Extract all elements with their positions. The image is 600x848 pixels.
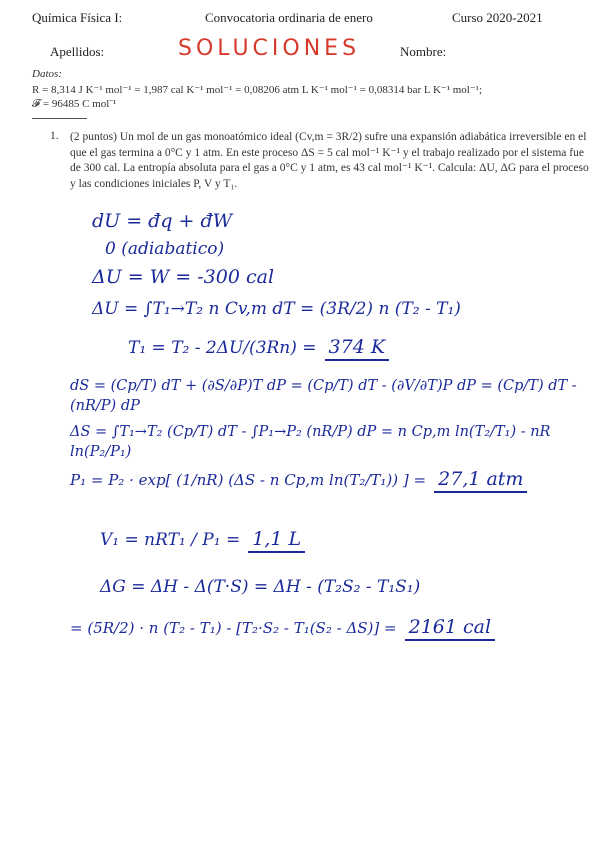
solution-row-delta-g <box>70 616 590 641</box>
data-constant-faraday: 𝓕 = 96485 C mol⁻¹ <box>32 98 117 110</box>
solution-line-6: dS = (Cp/T) dT + (∂S/∂P)T dP = (Cp/T) dT - (∂V/∂T)P dP = (Cp/T) dT - (nR/P) dP <box>70 378 577 414</box>
solution-line-9: V₁ = nRT₁ / P₁ = <box>100 530 241 550</box>
solution-line-7: ΔS = ∫T₁→T₂ (Cp/T) dT - ∫P₁→P₂ (nR/P) dP = n Cp,m ln(T₂/T₁) - nR ln(P₂/P₁) <box>70 424 551 460</box>
divider <box>32 118 87 119</box>
surname-value: SOLUCIONES <box>178 36 361 61</box>
question-text: (2 puntos) Un mol de un gas monoatómico ideal (Cv,m = 3R/2) sufre una expansión adiabática irreversible en el que el gas termina a 0°C y 1 atm. En este proceso ΔS = 5 cal mol⁻¹ K⁻¹ y el trabajo realizado por el sistema fue de 300 cal. La entropía absoluta para el gas a 0°C y 1 atm, es 43 cal mol⁻¹ K⁻¹. Calcula: ΔU, ΔG para el proceso y las condiciones iniciales P, V y T₁. <box>70 131 589 190</box>
solution-line-11: = (5R/2) · n (T₂ - T₁) - [T₂·S₂ - T₁(S₂ - ΔS)] = <box>70 619 397 637</box>
exam-title: Convocatoria ordinaria de enero <box>205 10 373 25</box>
result-delta-g: 2161 cal <box>405 616 495 641</box>
name-label: Nombre: <box>400 44 447 59</box>
solution-line-3: ΔU = W = -300 cal <box>92 266 275 288</box>
solution-line-4: ΔU = ∫T₁→T₂ n Cv,m dT = (3R/2) n (T₂ - T₁) <box>92 299 461 319</box>
result-t1: 374 K <box>325 336 390 361</box>
solution-row-t1 <box>128 336 588 361</box>
solution-line-1: dU = đq + đW <box>92 210 233 232</box>
course-label: Curso 2020-2021 <box>452 10 543 25</box>
data-constant-r: R = 8,314 J K⁻¹ mol⁻¹ = 1,987 cal K⁻¹ mol⁻¹ = 0,08206 atm L K⁻¹ mol⁻¹ = 0,08314 bar L K⁻¹ mol⁻¹; <box>32 84 483 96</box>
solution-line-8: P₁ = P₂ · exp[ (1/nR) (ΔS - n Cp,m ln(T₂/T₁)) ] = <box>70 471 427 489</box>
solution-line-5: T₁ = T₂ - 2ΔU/(3Rn) = <box>128 338 317 358</box>
solution-line-10: ΔG = ΔH - Δ(T·S) = ΔH - (T₂S₂ - T₁S₁) <box>100 577 421 597</box>
result-p1: 27,1 atm <box>434 468 527 493</box>
result-v1: 1,1 L <box>248 528 305 553</box>
solution-row-v1 <box>100 528 580 553</box>
surname-label: Apellidos: <box>50 44 105 59</box>
data-title: Datos: <box>32 68 62 80</box>
question-number: 1. <box>50 130 59 142</box>
solution-line-2: 0 (adiabatico) <box>105 239 225 259</box>
solution-row-p1 <box>70 468 590 493</box>
subject-title: Química Física I: <box>32 10 123 25</box>
